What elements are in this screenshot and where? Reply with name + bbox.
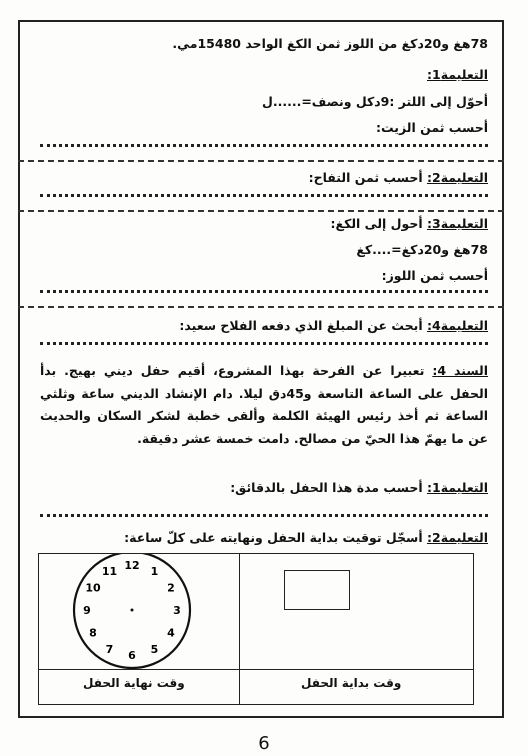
document-4-paragraph: السند 4: تعبيرا عن الفرحة بهذا المشروع، أقيم حفل ديني بهيج. بدأ الحفل على الساعة التاسعة و45دق ليلا. دام الإنشاد الديني ساعة وثلثي الساعة ثم أخذ رئيس الهيئة الكلمة وألقى خطبة لشكر السكان والحديث عن ما يهمّ هذا الحيّ من مصالح. دامت خمسة عشر دقيقة. bbox=[40, 363, 489, 446]
clock-number: 3 bbox=[173, 604, 181, 617]
clock-number: 11 bbox=[101, 565, 118, 578]
instruction-3: التعليمة3: أحول إلى الكغ: bbox=[330, 216, 488, 231]
instruction-1-heading: التعليمة1: bbox=[426, 67, 488, 82]
page-number: 6 bbox=[258, 733, 270, 754]
start-time-caption: وقت بداية الحفل bbox=[301, 676, 402, 690]
clock-number: 1 bbox=[150, 565, 159, 578]
question-2: التعليمة2: أسجّل توقيت بداية الحفل ونهايته على كلّ ساعة: bbox=[124, 530, 488, 545]
clock-number: 2 bbox=[167, 581, 175, 595]
clock-center bbox=[131, 609, 134, 612]
instruction-1-oil-price: أحسب ثمن الزيت: bbox=[376, 120, 488, 135]
clock-number: 4 bbox=[167, 626, 175, 640]
clock-number: 10 bbox=[85, 581, 101, 595]
clock-number: 9 bbox=[83, 604, 91, 617]
question-1: التعليمة1: أحسب مدة هذا الحفل بالدقائق: bbox=[230, 480, 488, 495]
analog-clock bbox=[39, 554, 239, 669]
end-time-caption: وقت نهاية الحفل bbox=[83, 676, 185, 690]
answer-line bbox=[40, 288, 488, 293]
separator bbox=[18, 210, 504, 212]
clock-number: 12 bbox=[124, 559, 140, 572]
table-divider bbox=[239, 554, 240, 704]
table-divider bbox=[39, 669, 473, 670]
instruction-3-conversion: 78هغ و20دكغ=....كغ bbox=[356, 242, 488, 257]
clock-number: 6 bbox=[128, 649, 136, 662]
clock-number: 7 bbox=[105, 643, 114, 656]
answer-line bbox=[40, 192, 488, 197]
answer-line bbox=[40, 512, 488, 517]
clock-number: 5 bbox=[150, 643, 159, 656]
digital-time-box[interactable] bbox=[284, 570, 350, 610]
instruction-4: التعليمة4: أبحث عن المبلغ الذي دفعه الفلاح سعيد: bbox=[179, 318, 488, 333]
instruction-2: التعليمة2: أحسب ثمن التفاح: bbox=[308, 170, 488, 185]
separator bbox=[18, 160, 504, 162]
instruction-1-conversion: أحوّل إلى اللتر :9دكل ونصف=......ل bbox=[262, 94, 488, 109]
clock-table bbox=[38, 553, 474, 705]
problem-line: 78هغ و20دكغ من اللوز ثمن الكغ الواحد 15480مي. bbox=[172, 36, 488, 51]
instruction-3-almond-price: أحسب ثمن اللوز: bbox=[381, 268, 488, 283]
answer-line bbox=[40, 340, 488, 345]
clock-number: 8 bbox=[89, 626, 97, 640]
separator bbox=[18, 306, 504, 308]
answer-line bbox=[40, 142, 488, 147]
